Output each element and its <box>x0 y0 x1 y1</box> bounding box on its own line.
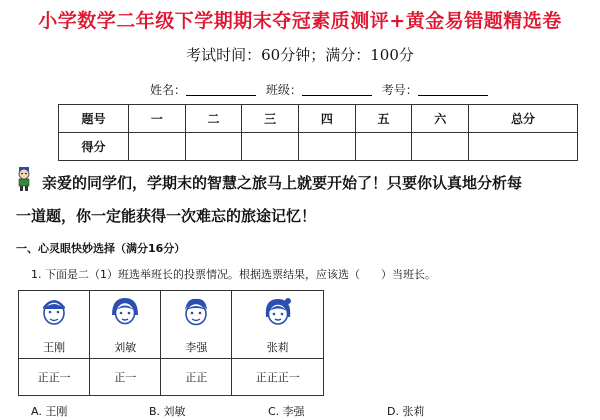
boy-face-icon <box>179 295 213 329</box>
class-label: 班级： <box>265 83 302 97</box>
score-table <box>58 104 578 161</box>
option-b[interactable]: B. 刘敏 <box>149 405 186 418</box>
score-cell-total[interactable] <box>469 133 578 161</box>
candidate-name: 李强 <box>185 340 208 354</box>
score-table-score-row <box>59 133 578 161</box>
intro-line-2: 一道题，你一定能获得一次难忘的旅途记忆！ <box>16 207 317 225</box>
header-cell-2: 二 <box>185 105 242 133</box>
section-heading: 一、心灵眼快妙选择（满分16分） <box>16 242 186 255</box>
score-row-label: 得分 <box>59 133 129 161</box>
name-label: 姓名： <box>150 83 187 97</box>
header-cell-6: 六 <box>412 105 469 133</box>
header-cell-question: 题号 <box>59 105 129 133</box>
vote-tally: 正正 <box>161 359 232 396</box>
girl-face-icon <box>108 295 142 329</box>
candidate-cell <box>232 291 324 359</box>
number-blank[interactable] <box>418 84 488 96</box>
score-cell[interactable] <box>242 133 299 161</box>
page-title: 小学数学二年级下学期期末夺冠素质测评+黄金易错题精选卷 <box>38 10 562 32</box>
girl-face-icon <box>261 295 295 329</box>
number-label: 考号： <box>381 83 418 97</box>
header-cell-3: 三 <box>242 105 299 133</box>
option-a[interactable]: A. 王刚 <box>31 405 68 418</box>
header-cell-1: 一 <box>129 105 186 133</box>
question-text: 1. 下面是二（1）班选举班长的投票情况。根据选票结果，应该选（ ）当班长。 <box>31 268 436 281</box>
class-blank[interactable] <box>302 84 372 96</box>
header-cell-total: 总分 <box>469 105 578 133</box>
score-cell[interactable] <box>355 133 412 161</box>
vote-table <box>18 290 324 396</box>
student-mascot-icon <box>14 166 34 192</box>
vote-tally: 正一 <box>90 359 161 396</box>
score-cell[interactable] <box>129 133 186 161</box>
candidate-name: 王刚 <box>43 340 66 354</box>
student-info-line <box>150 81 488 98</box>
candidate-name: 刘敏 <box>114 340 137 354</box>
candidate-cell <box>19 291 90 359</box>
name-blank[interactable] <box>186 84 256 96</box>
candidate-cell <box>90 291 161 359</box>
candidate-name: 张莉 <box>266 340 289 354</box>
boy-face-icon <box>37 295 71 329</box>
option-c[interactable]: C. 李强 <box>268 405 305 418</box>
option-d[interactable]: D. 张莉 <box>387 405 425 418</box>
candidate-cell <box>161 291 232 359</box>
candidate-row <box>19 291 324 359</box>
votes-row <box>19 359 324 396</box>
intro-line-1: 亲爱的同学们，学期末的智慧之旅马上就要开始了！只要你认真地分析每 <box>42 174 523 192</box>
score-cell[interactable] <box>299 133 356 161</box>
vote-tally: 正正一 <box>19 359 90 396</box>
score-cell[interactable] <box>185 133 242 161</box>
vote-tally: 正正正一 <box>232 359 324 396</box>
exam-time-info: 考试时间：60分钟；满分：100分 <box>186 46 414 64</box>
score-cell[interactable] <box>412 133 469 161</box>
header-cell-4: 四 <box>299 105 356 133</box>
score-table-header-row <box>59 105 578 133</box>
header-cell-5: 五 <box>355 105 412 133</box>
